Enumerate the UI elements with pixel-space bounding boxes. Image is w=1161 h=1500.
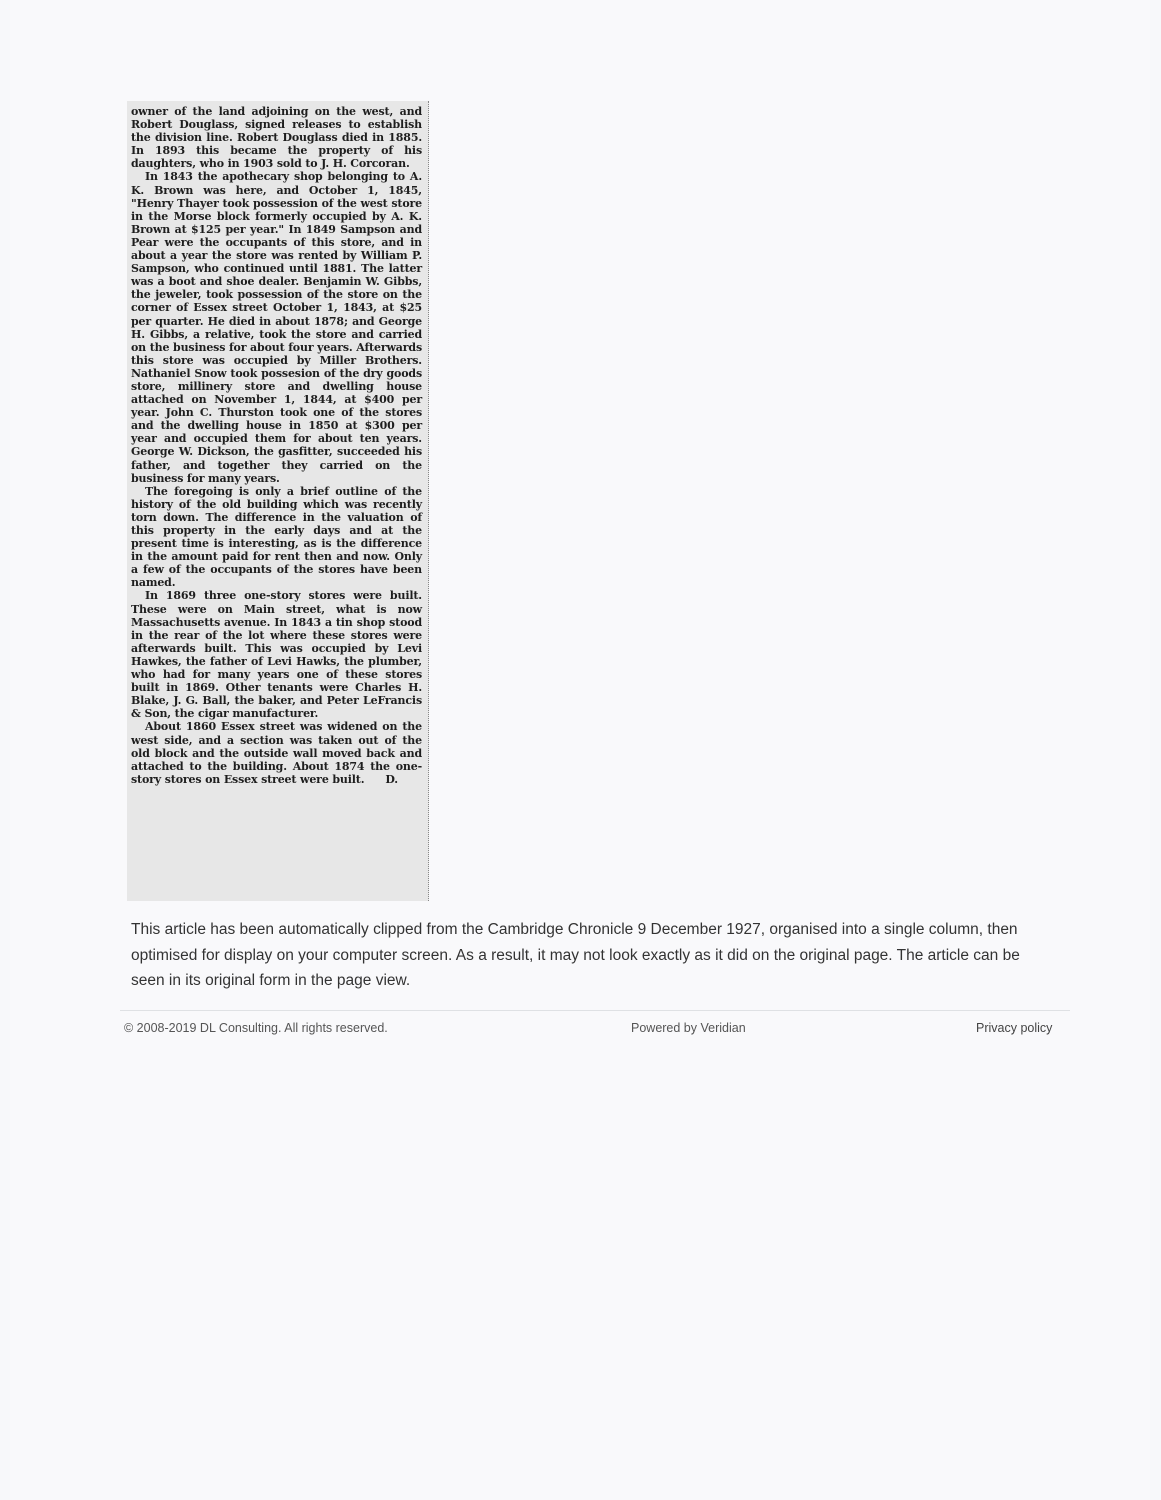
article-clipping-image [127,101,429,901]
article-paragraph: In 1869 three one-story stores were built. These were on Main street, what is now Massachusetts avenue. In 1843 a tin shop stood in the rear of the lot where these stores were afterwards built. This was occupied by Levi Hawkes, the father of Levi Hawks, the plumber, who had for many years one of these stores built in 1869. Other tenants were Charles H. Blake, J. G. Ball, the baker, and Peter LeFrancis & Son, the cigar manufacturer. [131,589,422,721]
footer-divider [120,1010,1070,1011]
article-text [131,105,422,786]
article-paragraph: owner of the land adjoining on the west, and Robert Douglass, signed releases to establish the division line. Robert Douglass died in 1885. In 1893 this became the property of his daughters, who in 1903 sold to J. H. Corcoran. [131,105,422,171]
article-paragraph: In 1843 the apothecary shop belonging to A. K. Brown was here, and October 1, 1845, "Henry Thayer took possession of the west store in the Morse block formerly occupied by A. K. Brown at $125 per year." In 1849 Sampson and Pear were the occupants of this store, and in about a year the store was rented by William P. Sampson, who continued until 1881. The latter was a boot and shoe dealer. Benjamin W. Gibbs, the jeweler, took possession of the store on the corner of Essex street October 1, 1843, at $25 per quarter. He died in about 1878; and George H. Gibbs, a relative, took the store and carried on the business for about four years. Afterwards this store was occupied by Miller Brothers. Nathaniel Snow took possesion of the dry goods store, millinery store and dwelling house attached on November 1, 1844, at $400 per year. John C. Thurston took one of the stores and the dwelling house in 1850 at $300 per year and occupied them for about ten years. George W. Dickson, the gasfitter, succeeded his father, and together they carried on the business for many years. [131,170,422,485]
article-signature: D. [385,772,398,786]
copyright-notice: © 2008-2019 DL Consulting. All rights reserved. [124,1021,388,1035]
privacy-policy-link[interactable]: Privacy policy [976,1021,1053,1035]
article-paragraph: The foregoing is only a brief outline of the history of the old building which was recently torn down. The difference in the valuation of this property in the early days and at the present time is interesting, as is the difference in the amount paid for rent then and now. Only a few of the occupants of the stores have been named. [131,484,422,590]
clipping-caption: This article has been automatically clipped from the Cambridge Chronicle 9 December 1927, organised into a single column, then optimised for display on your computer screen. As a result, it may not look exactly as it did on the original page. The article can be seen in its original form in the page view. [131,921,1020,989]
article-paragraph [131,720,422,785]
article-paragraph-text: About 1860 Essex street was widened on the west side, and a section was taken out of the old block and the outside wall moved back and attached to the building. About 1874 the one-story stores on Essex street were built. [131,720,422,786]
powered-by-text: Powered by Veridian [631,1021,746,1035]
